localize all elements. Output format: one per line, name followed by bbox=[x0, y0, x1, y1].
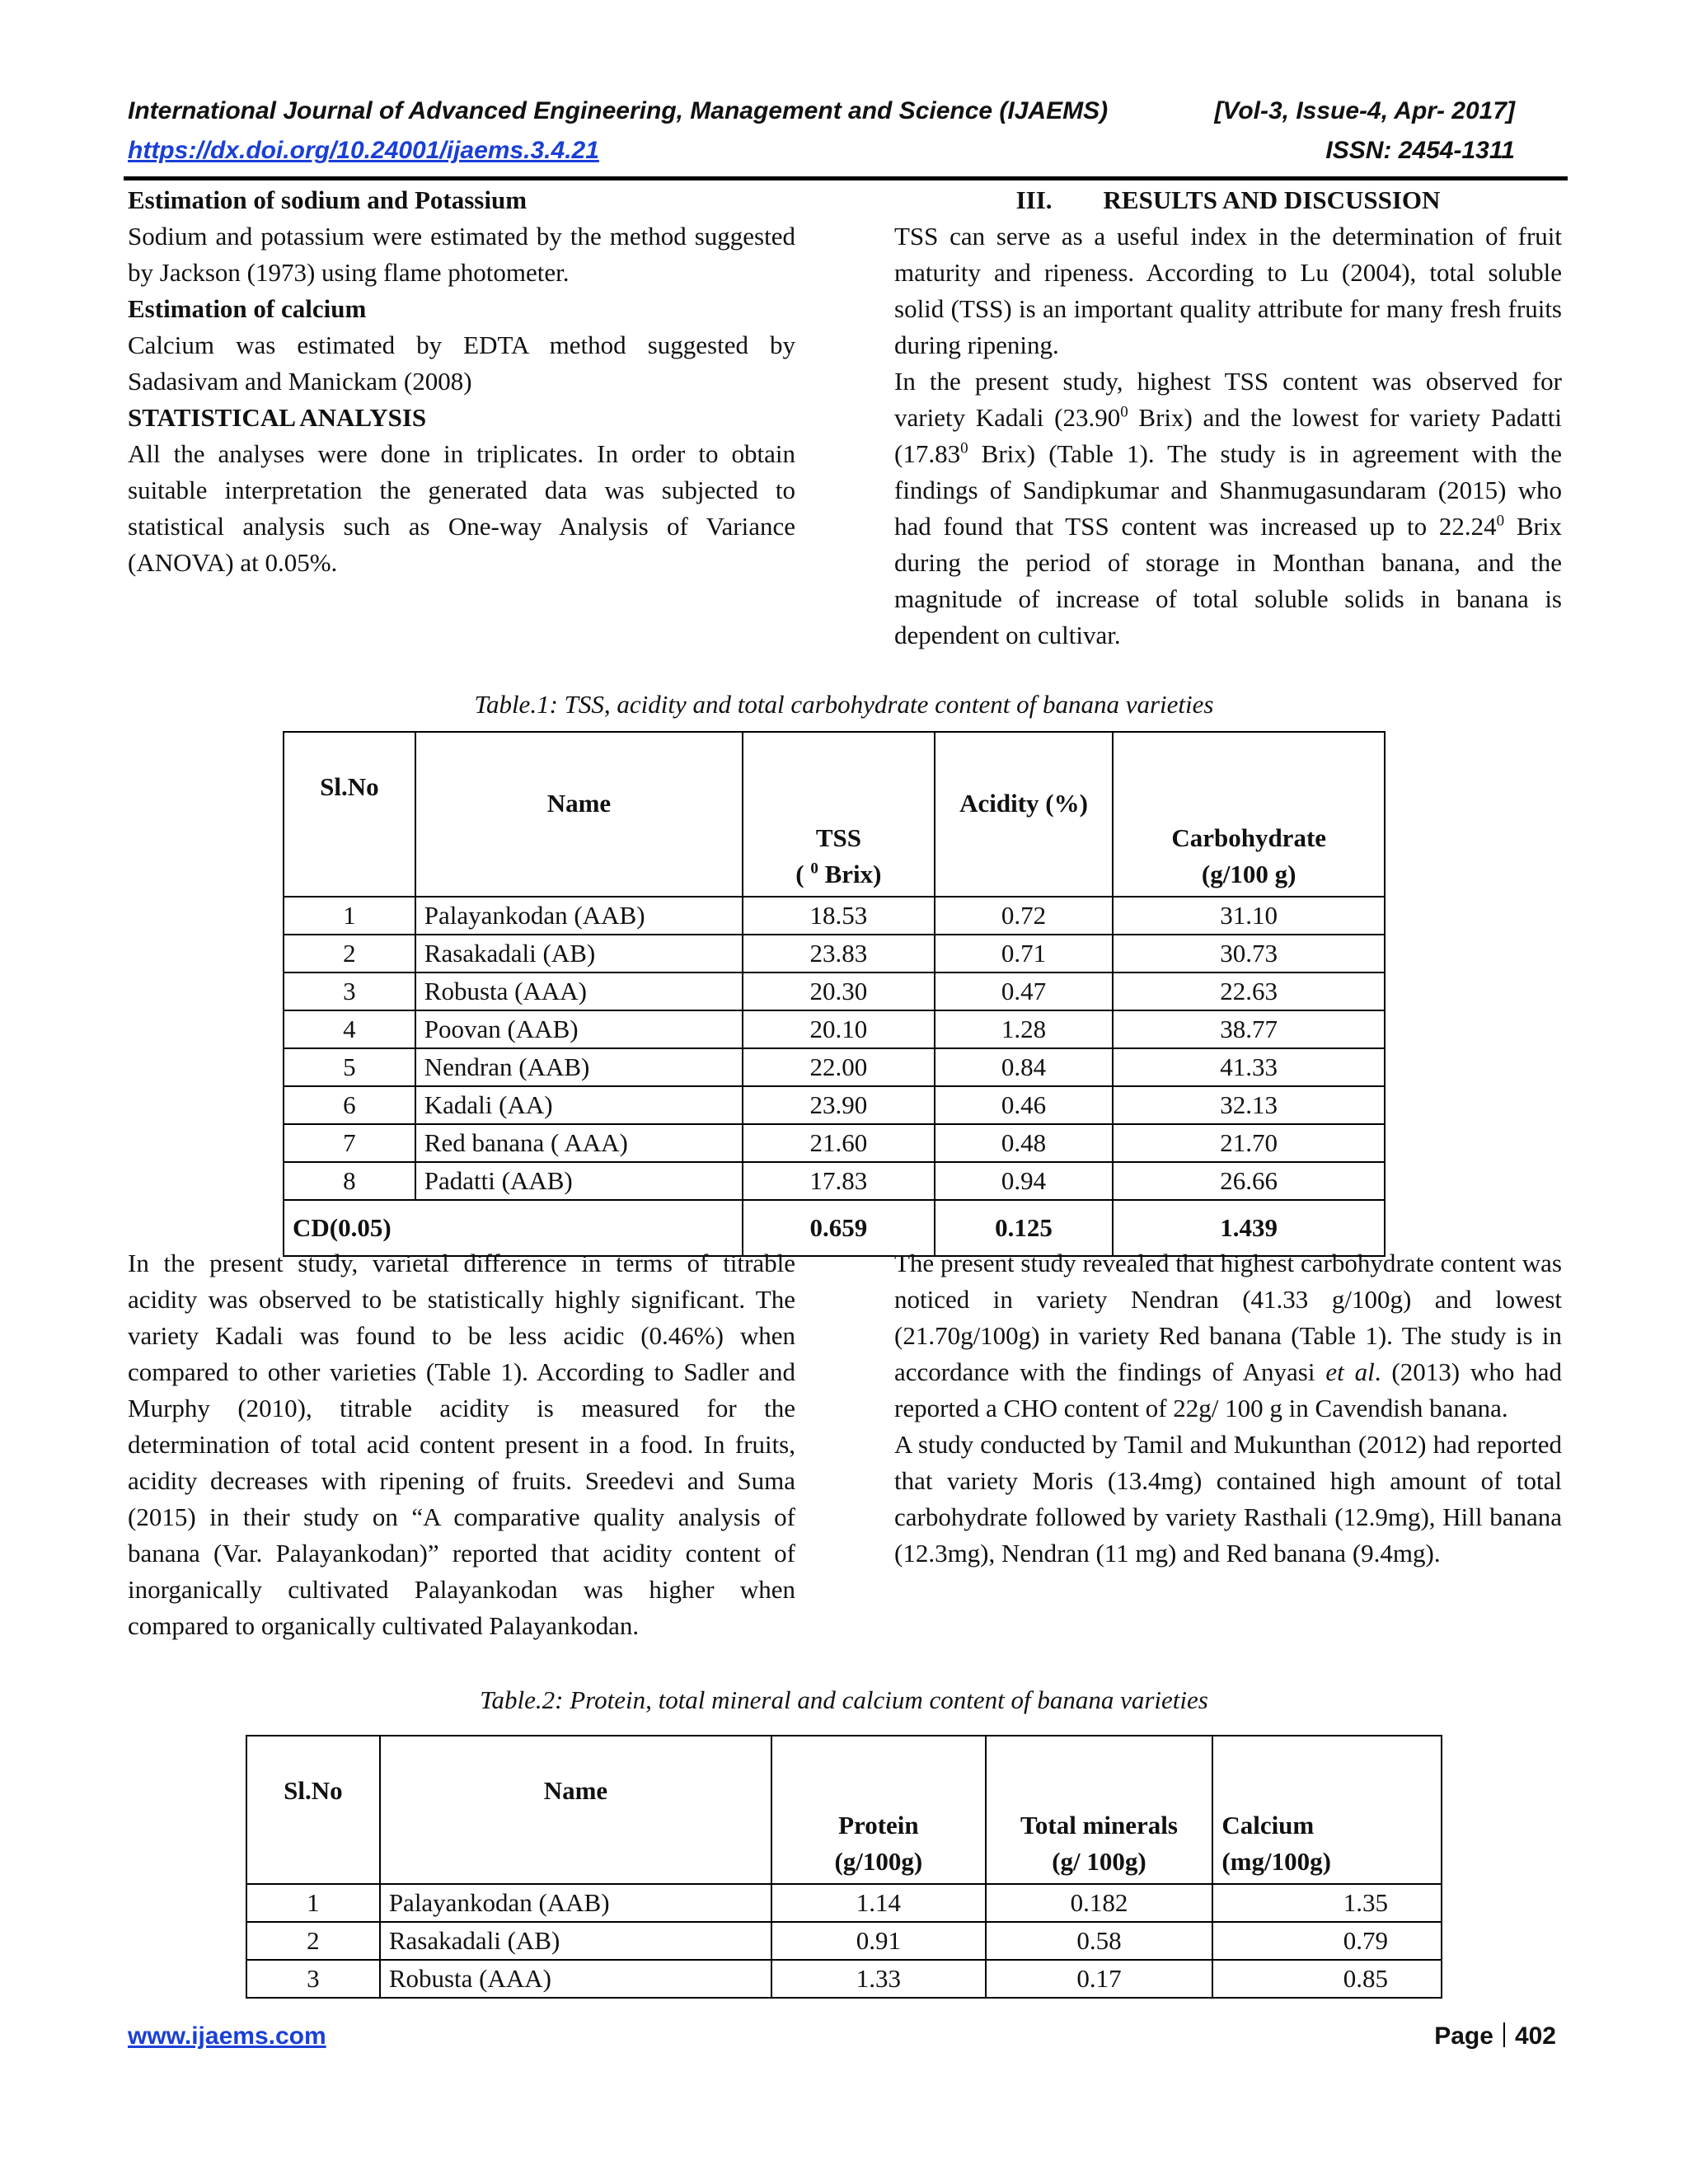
paragraph-statistical-analysis: All the analyses were done in triplicates. In order to obtain suitable interpretation the generated data was subjected to statistical analysis such as One-way Analysis of Variance (ANOVA) at 0.05%. bbox=[128, 439, 795, 577]
paragraph-tss-results: In the present study, highest TSS content was observed for variety Kadali (23.90$^0$ Brix) and the lowest for variety Padatti (17.83$^0$ Brix) (Table 1). The study is in agreement with the findings of Sandipkumar and Shanmugasundaram (2015) who had found that TSS content was increased up to 22.24$^0$ Brix during the period of storage in Monthan banana, and the magnitude of increase of total soluble solids in banana is dependent on cultivar. bbox=[894, 367, 1562, 649]
page-label: Page bbox=[1434, 2022, 1493, 2050]
cell-name: Robusta (AAA) bbox=[415, 972, 743, 1010]
table-row bbox=[284, 1124, 1385, 1162]
cell-value-2: 0.72 bbox=[935, 897, 1114, 935]
table-row bbox=[246, 1960, 1442, 1998]
cell-value-3: 0.85 bbox=[1212, 1960, 1442, 1998]
cell-slno: 3 bbox=[246, 1960, 380, 1998]
heading-statistical-analysis: STATISTICAL ANALYSIS bbox=[128, 403, 427, 432]
page-number: 402 bbox=[1514, 2022, 1556, 2050]
cell-value-1: 22.00 bbox=[743, 1048, 935, 1086]
cell-value-2: 0.71 bbox=[935, 935, 1114, 972]
doi-link[interactable]: https://dx.doi.org/10.24001/ijaems.3.4.21 bbox=[128, 137, 599, 164]
cell-value-1: 23.83 bbox=[743, 935, 935, 972]
cell-value-3: 32.13 bbox=[1113, 1086, 1385, 1124]
cell-value-2: 0.46 bbox=[935, 1086, 1114, 1124]
cell-value-1: 1.33 bbox=[771, 1960, 986, 1998]
cell-name: Red banana ( AAA) bbox=[415, 1124, 743, 1162]
table1-header-carbohydrate: Carbohydrate (g/100 g) bbox=[1113, 732, 1385, 897]
cell-value-3: 41.33 bbox=[1113, 1048, 1385, 1086]
cell-name: Palayankodan (AAB) bbox=[415, 897, 743, 935]
cell-slno: 5 bbox=[284, 1048, 415, 1086]
cell-slno: 4 bbox=[284, 1010, 415, 1048]
table2-caption: Table.2: Protein, total mineral and calcium content of banana varieties bbox=[480, 1685, 1208, 1714]
table-row bbox=[284, 1086, 1385, 1124]
table-row bbox=[284, 1162, 1385, 1200]
table1-header-row bbox=[284, 732, 1385, 897]
paragraph-carbohydrate: The present study revealed that highest carbohydrate content was noticed in variety Nendran (41.33 g/100g) and lowest (21.70g/100g) in variety Red banana (Table 1). The study is in accordance with the findings of Anyasi et al. (2013) who had reported a CHO content of 22g/ 100 g in Cavendish banana. bbox=[894, 1249, 1562, 1422]
cell-value-1: 0.91 bbox=[771, 1922, 986, 1960]
issue-info: [Vol-3, Issue-4, Apr- 2017] bbox=[1214, 97, 1515, 124]
table2-header-protein: Protein (g/100g) bbox=[771, 1736, 986, 1884]
cell-slno: 7 bbox=[284, 1124, 415, 1162]
cell-value-3: 31.10 bbox=[1113, 897, 1385, 935]
cell-value-3: 0.79 bbox=[1212, 1922, 1442, 1960]
paragraph-acidity: In the present study, varietal difference in terms of titrable acidity was observed to be statistically highly significant. The variety Kadali was found to be less acidic (0.46%) when compared to other varieties (Table 1). According to Sadler and Murphy (2010), titrable acidity is measured for the determination of total acid content present in a food. In fruits, acidity decreases with ripening of fruits. Sreedevi and Suma (2015) in their study on “A comparative quality analysis of banana (Var. Palayankodan)” reported that acidity content of inorganically cultivated Palayankodan was higher when compared to organically cultivated Palayankodan. bbox=[128, 1249, 795, 1640]
cell-name: Nendran (AAB) bbox=[415, 1048, 743, 1086]
cell-value-2: 1.28 bbox=[935, 1010, 1114, 1048]
table-row bbox=[284, 1048, 1385, 1086]
cell-value-1: 20.30 bbox=[743, 972, 935, 1010]
cell-slno: 2 bbox=[284, 935, 415, 972]
table1-cd-tss: 0.659 bbox=[743, 1200, 935, 1256]
table1-cd-acidity: 0.125 bbox=[935, 1200, 1114, 1256]
table1 bbox=[283, 731, 1386, 1257]
paragraph-tamil-mukunthan: A study conducted by Tamil and Mukunthan (2012) had reported that variety Moris (13.4mg) contained high amount of total carbohydrate followed by variety Rasthali (12.9mg), Hill banana (12.3mg), Nendran (11 mg) and Red banana (9.4mg). bbox=[894, 1430, 1562, 1568]
journal-title: International Journal of Advanced Engineering, Management and Science (IJAEMS) bbox=[128, 97, 1109, 124]
table2-header-slno: Sl.No bbox=[246, 1736, 380, 1884]
table1-header-acidity: Acidity (%) bbox=[935, 732, 1114, 897]
cell-value-2: 0.47 bbox=[935, 972, 1114, 1010]
cell-value-1: 1.14 bbox=[771, 1884, 986, 1922]
cell-slno: 2 bbox=[246, 1922, 380, 1960]
table1-cd-label: CD(0.05) bbox=[284, 1200, 743, 1256]
table1-header-slno: Sl.No bbox=[284, 732, 415, 897]
section-heading-results bbox=[894, 182, 1562, 218]
cell-value-2: 0.17 bbox=[986, 1960, 1213, 1998]
header-rule bbox=[124, 176, 1568, 180]
cell-value-2: 0.48 bbox=[935, 1124, 1114, 1162]
cell-value-3: 30.73 bbox=[1113, 935, 1385, 972]
section-title: RESULTS AND DISCUSSION bbox=[1103, 185, 1441, 214]
heading-sodium-potassium: Estimation of sodium and Potassium bbox=[128, 185, 528, 214]
cell-value-3: 21.70 bbox=[1113, 1124, 1385, 1162]
cell-value-1: 21.60 bbox=[743, 1124, 935, 1162]
paragraph-tss-intro: TSS can serve as a useful index in the determination of fruit maturity and ripeness. According to Lu (2004), total soluble solid (TSS) is an important quality attribute for many fresh fruits during ripening. bbox=[894, 222, 1562, 359]
table2-header-row bbox=[246, 1736, 1442, 1884]
cell-value-1: 17.83 bbox=[743, 1162, 935, 1200]
footer-site-link[interactable]: www.ijaems.com bbox=[128, 2022, 326, 2050]
footer-page-number bbox=[1434, 2022, 1556, 2050]
cell-value-1: 23.90 bbox=[743, 1086, 935, 1124]
cell-value-1: 20.10 bbox=[743, 1010, 935, 1048]
cell-value-2: 0.58 bbox=[986, 1922, 1213, 1960]
issn: ISSN: 2454-1311 bbox=[1325, 137, 1515, 164]
table2-header-calcium: Calcium (mg/100g) bbox=[1212, 1736, 1442, 1884]
table-row bbox=[246, 1922, 1442, 1960]
cell-value-3: 38.77 bbox=[1113, 1010, 1385, 1048]
table2 bbox=[246, 1735, 1442, 1999]
cell-slno: 3 bbox=[284, 972, 415, 1010]
paragraph-calcium: Calcium was estimated by EDTA method suggested by Sadasivam and Manickam (2008) bbox=[128, 330, 795, 396]
table-row bbox=[246, 1884, 1442, 1922]
cell-value-3: 26.66 bbox=[1113, 1162, 1385, 1200]
cell-value-2: 0.182 bbox=[986, 1884, 1213, 1922]
table-row bbox=[284, 897, 1385, 935]
left-column-top bbox=[128, 182, 795, 581]
cell-slno: 6 bbox=[284, 1086, 415, 1124]
cell-name: Poovan (AAB) bbox=[415, 1010, 743, 1048]
page-separator bbox=[1503, 2022, 1505, 2047]
cell-value-3: 1.35 bbox=[1212, 1884, 1442, 1922]
right-column-top bbox=[894, 182, 1562, 654]
cell-name: Padatti (AAB) bbox=[415, 1162, 743, 1200]
cell-name: Kadali (AA) bbox=[415, 1086, 743, 1124]
right-column-mid bbox=[894, 1245, 1562, 1572]
cell-value-3: 22.63 bbox=[1113, 972, 1385, 1010]
cell-value-2: 0.94 bbox=[935, 1162, 1114, 1200]
table-row bbox=[284, 972, 1385, 1010]
cell-slno: 1 bbox=[246, 1884, 380, 1922]
cell-name: Palayankodan (AAB) bbox=[380, 1884, 771, 1922]
table1-cd-carbohydrate: 1.439 bbox=[1113, 1200, 1385, 1256]
table1-caption: Table.1: TSS, acidity and total carbohydrate content of banana varieties bbox=[474, 690, 1214, 719]
table2-header-minerals: Total minerals (g/ 100g) bbox=[986, 1736, 1213, 1884]
cell-slno: 8 bbox=[284, 1162, 415, 1200]
cell-name: Rasakadali (AB) bbox=[380, 1922, 771, 1960]
table-row bbox=[284, 935, 1385, 972]
cell-value-1: 18.53 bbox=[743, 897, 935, 935]
cell-name: Rasakadali (AB) bbox=[415, 935, 743, 972]
table1-header-name: Name bbox=[415, 732, 743, 897]
paragraph-sodium-potassium: Sodium and potassium were estimated by the method suggested by Jackson (1973) using flame photometer. bbox=[128, 222, 795, 287]
section-number: III. bbox=[1015, 185, 1053, 214]
table1-header-tss: TSS ( $^0$ Brix) bbox=[743, 732, 935, 897]
cell-slno: 1 bbox=[284, 897, 415, 935]
table-row bbox=[284, 1010, 1385, 1048]
cell-name: Robusta (AAA) bbox=[380, 1960, 771, 1998]
heading-calcium: Estimation of calcium bbox=[128, 294, 367, 323]
table2-header-name: Name bbox=[380, 1736, 771, 1884]
left-column-mid bbox=[128, 1245, 795, 1644]
cell-value-2: 0.84 bbox=[935, 1048, 1114, 1086]
